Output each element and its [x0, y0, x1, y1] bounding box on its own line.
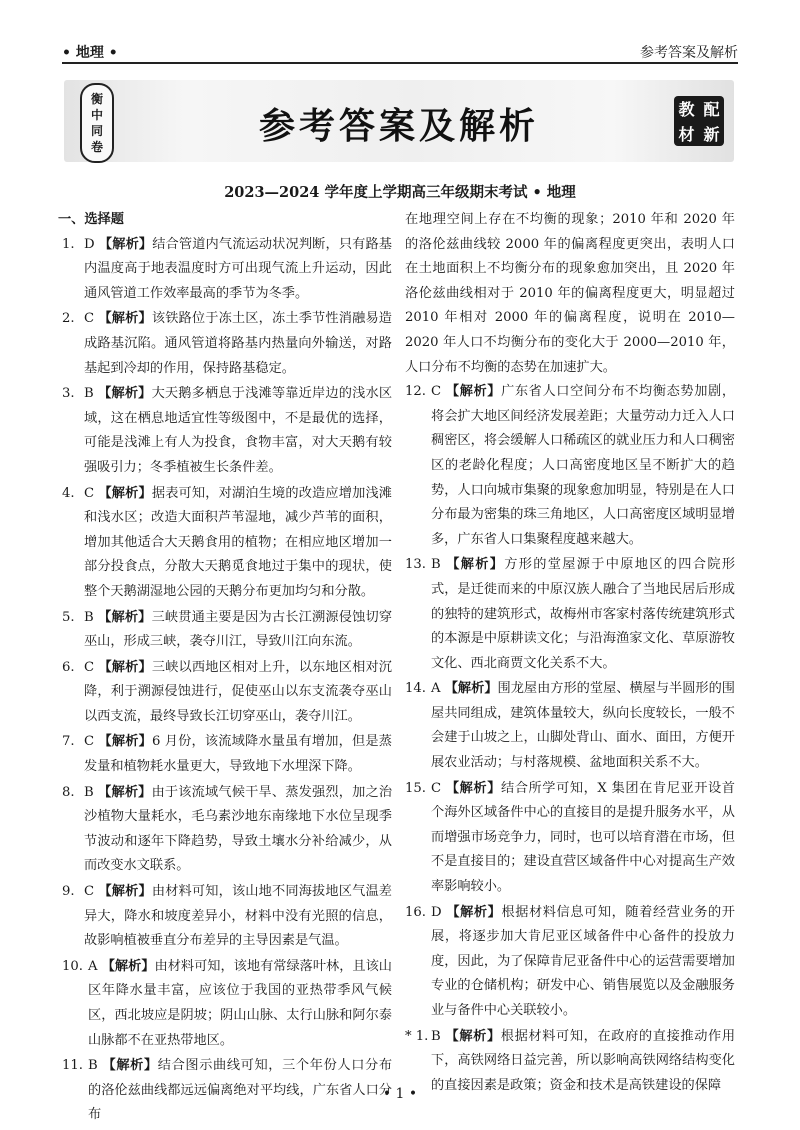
- analysis-tag: 【解析】: [98, 609, 152, 625]
- continuation-text: 在地理空间上存在不均衡的现象；2010 年和 2020 年的洛伦兹曲线较 2000 年的偏离程度更突出，表明人口在土地面积上不均衡分布的现象愈加突出，且 2020 年洛伦兹曲线相对于 2010 年的偏离程度更大，明显超过 2010 年相对 2000 年的偏离程度，说明在 2010—2020 年人口不均衡分布的变化大于 2000—2010 年，人口分布不均衡的态势在加速扩大。: [405, 212, 735, 375]
- answer-letter: C: [431, 780, 442, 796]
- analysis-tag: 【解析】: [445, 1028, 501, 1044]
- analysis-tag: 【解析】: [98, 311, 152, 327]
- seal-char: 卷: [90, 140, 103, 154]
- answer-item: [405, 677, 735, 775]
- answer-item: [405, 380, 735, 552]
- analysis-text: 由于该流域气候干旱、蒸发强烈，加之治沙植物大量耗水，毛乌素沙地东南缘地下水位呈现季节波动和逐年下降趋势，导致土壤水分补给减少，从而改变水文联系。: [84, 784, 393, 874]
- analysis-tag: 【解析】: [98, 734, 152, 750]
- left-column: [58, 208, 393, 1129]
- analysis-tag: 【解析】: [98, 884, 152, 900]
- seal-char: 同: [90, 124, 103, 138]
- answer-item: [62, 880, 392, 954]
- answer-item: [62, 482, 392, 605]
- analysis-tag: 【解析】: [445, 384, 502, 400]
- analysis-text: 该铁路位于冻土区，冻土季节性消融易造成路基沉陷。通风管道将路基内热量向外输送，对路基起到冷却的作用，保持路基稳定。: [84, 311, 392, 376]
- analysis-text: 三峡以西地区相对上升，以东地区相对沉降，利于溯源侵蚀进行，促使巫山以东支流袭夺巫山以西支流，最终导致长江切穿巫山，袭夺川江。: [84, 659, 392, 724]
- analysis-tag: 【解析】: [444, 681, 498, 697]
- answer-item: [62, 233, 392, 307]
- answer-item: [62, 955, 392, 1053]
- page-number: • 1 •: [382, 1086, 418, 1102]
- answer-letter: A: [88, 958, 98, 974]
- analysis-text: 围龙屋由方形的堂屋、横屋与半圆形的围屋共同组成，建筑体量较大，纵向长度较长，一般不会建于山坡之上，山脚处背山、面水、面田，方便开展农业活动；与村落规模、盆地面积关系不大。: [431, 681, 735, 771]
- analysis-text: 三峡贯通主要是因为古长江溯源侵蚀切穿巫山，形成三峡，袭夺川江，导致川江向东流。: [84, 609, 393, 650]
- analysis-text: 大天鹅多栖息于浅滩等靠近岸边的浅水区域，这在栖息地适宜性等级图中，不是最优的选择，可能是浅滩上有人为投食，食物丰富，对大天鹅有较强吸引力；冬季植被生长条件差。: [84, 386, 393, 475]
- seal-char: 衡: [90, 92, 103, 106]
- item-number: 15.: [405, 780, 426, 796]
- analysis-text: 据表可知，对湖泊生境的改造应增加浅滩和浅水区；改造大面积芦苇湿地，减少芦苇的面积，增加其他适合大天鹅食用的植物；在相应地区增加一部分投食点，分散大天鹅觅食地过于集中的现状，使整个天鹅湖湿地公园的天鹅分布更加均匀和分散。: [84, 485, 392, 599]
- seal-char: 材: [678, 125, 695, 144]
- answer-item: [62, 307, 392, 381]
- answer-item: [405, 553, 735, 676]
- item-number: 10.: [62, 958, 83, 974]
- answer-letter: C: [84, 884, 95, 900]
- analysis-text: 结合所学可知，X 集团在肯尼亚开设首个海外区域备件中心的直接目的是提升服务水平，从而增强市场竞争力，同时，也可以培育潜在市场，但不是直接目的；建设直营区域备件中心对提高生产效率影响较小。: [431, 780, 735, 895]
- answer-letter: B: [84, 784, 94, 800]
- answer-item: [405, 777, 735, 900]
- answer-letter: B: [431, 1028, 441, 1044]
- subject-label: • 地理 •: [62, 45, 118, 61]
- analysis-text: 广东省人口空间分布不均衡态势加剧，将会扩大地区间经济发展差距；大量劳动力迁入人口稠密区，将会缓解人口稀疏区的就业压力和人口稠密区的老龄化程度；人口高密度地区呈不断扩大的趋势，人口向城市集聚的现象愈加明显，特别是在人口分布最为密集的珠三角地区，人口高密度区域明显增多，广东省人口集聚程度越来越大。: [431, 384, 736, 547]
- answer-item: [62, 656, 392, 730]
- item-number: 4.: [62, 485, 75, 501]
- item-number: 9.: [62, 884, 75, 900]
- answer-item: [62, 730, 392, 779]
- item-number: 13.: [405, 557, 426, 573]
- analysis-text: 由材料可知，该山地不同海拔地区气温差异大，降水和坡度差异小，材料中没有光照的信息，故影响植被垂直分布差异的主导因素是气温。: [84, 884, 392, 949]
- item-number: 1.: [62, 236, 75, 252]
- header-right-title: 参考答案及解析: [640, 45, 738, 61]
- analysis-tag: 【解析】: [98, 485, 152, 501]
- analysis-tag: 【解析】: [98, 784, 152, 800]
- item-number: 3.: [62, 386, 75, 402]
- analysis-tag: 【解析】: [101, 958, 155, 974]
- answer-letter: B: [431, 557, 441, 573]
- item-number: 11.: [62, 1058, 83, 1074]
- answer-item: [62, 606, 392, 655]
- analysis-text: 6 月份，该流域降水量虽有增加，但是蒸发量和植物耗水量更大，导致地下水埋深下降。: [84, 734, 392, 775]
- answer-letter: C: [84, 734, 95, 750]
- item-number: 2.: [62, 311, 75, 327]
- section-heading: 一、选择题: [58, 212, 124, 227]
- answer-letter: C: [84, 311, 95, 327]
- answer-letter: C: [84, 659, 95, 675]
- answer-item: [405, 901, 735, 1024]
- analysis-text: 根据材料信息可知，随着经营业务的开展，将逐步加大肯尼亚区域备件中心备件的投放力度，因此，为了保障肯尼亚备件中心的运营需要增加专业的仓储机构；研发中心、销售展览以及金融服务业与备件中心关联较小。: [431, 904, 735, 1018]
- answer-letter: B: [88, 1058, 98, 1074]
- analysis-tag: 【解析】: [446, 904, 502, 920]
- item-number: 6.: [62, 659, 75, 675]
- seal-char: 教: [678, 100, 695, 119]
- item-number: 14.: [405, 681, 426, 697]
- title-banner: [64, 80, 734, 162]
- banner-title: 参考答案及解析: [258, 106, 539, 147]
- analysis-tag: 【解析】: [446, 557, 505, 573]
- right-seal-logo: [674, 96, 724, 146]
- answer-letter: C: [431, 384, 442, 400]
- analysis-tag: 【解析】: [102, 1058, 158, 1074]
- answer-letter: A: [431, 681, 441, 697]
- analysis-text: 由材料可知，该地有常绿落叶林，且该山区年降水量丰富，应该位于我国的亚热带季风气候区，西北坡应是阴坡；阴山山脉、太行山脉和阿尔泰山脉都不在亚热带地区。: [88, 958, 392, 1048]
- answer-letter: D: [431, 904, 442, 920]
- item-number: 12.: [405, 384, 426, 400]
- answer-letter: B: [84, 386, 94, 402]
- analysis-tag: 【解析】: [98, 386, 152, 402]
- analysis-tag: 【解析】: [98, 236, 153, 252]
- analysis-text: 方形的堂屋源于中原地区的四合院形式，是迁徙而来的中原汉族人融合了当地民居后形成的独特的建筑形式，故梅州市客家村落传统建筑形式的本源是中原耕读文化；与沿海渔家文化、草原游牧文化、西北商贾文化关系不大。: [431, 557, 736, 671]
- answer-letter: D: [84, 236, 95, 252]
- seal-char: 新: [703, 125, 720, 144]
- answer-letter: B: [84, 609, 94, 625]
- analysis-tag: 【解析】: [445, 780, 501, 796]
- item-number: 7.: [62, 734, 75, 750]
- right-column: [405, 208, 735, 1099]
- document-title: 2023—2024 学年度上学期高三年级期末考试 • 地理: [224, 184, 576, 201]
- seal-char: 配: [703, 100, 720, 119]
- analysis-text: 结合图示曲线可知，三个年份人口分布的洛伦兹曲线都远远偏离绝对平均线，广东省人口分布: [88, 1058, 393, 1123]
- answer-letter: C: [84, 485, 95, 501]
- item-number: 8.: [62, 784, 75, 800]
- page-header: [62, 38, 738, 64]
- item-number: 16.: [405, 904, 426, 920]
- analysis-text: 结合管道内气流运动状况判断，只有路基内温度高于地表温度时方可出现气流上升运动，因此通风管道工作效率最高的季节为冬季。: [84, 236, 392, 301]
- header-rule: [62, 62, 738, 64]
- analysis-text: 根据材料可知，在政府的直接推动作用下，高铁网络日益完善，所以影响高铁网络结构变化的直接因素是政策；资金和技术是高铁建设的保障: [431, 1028, 736, 1093]
- answer-item: [62, 781, 392, 879]
- item-number: 5.: [62, 609, 75, 625]
- seal-char: 中: [90, 108, 103, 122]
- analysis-tag: 【解析】: [98, 659, 152, 675]
- item-number: * 1.: [405, 1028, 429, 1044]
- answer-item: [62, 382, 392, 480]
